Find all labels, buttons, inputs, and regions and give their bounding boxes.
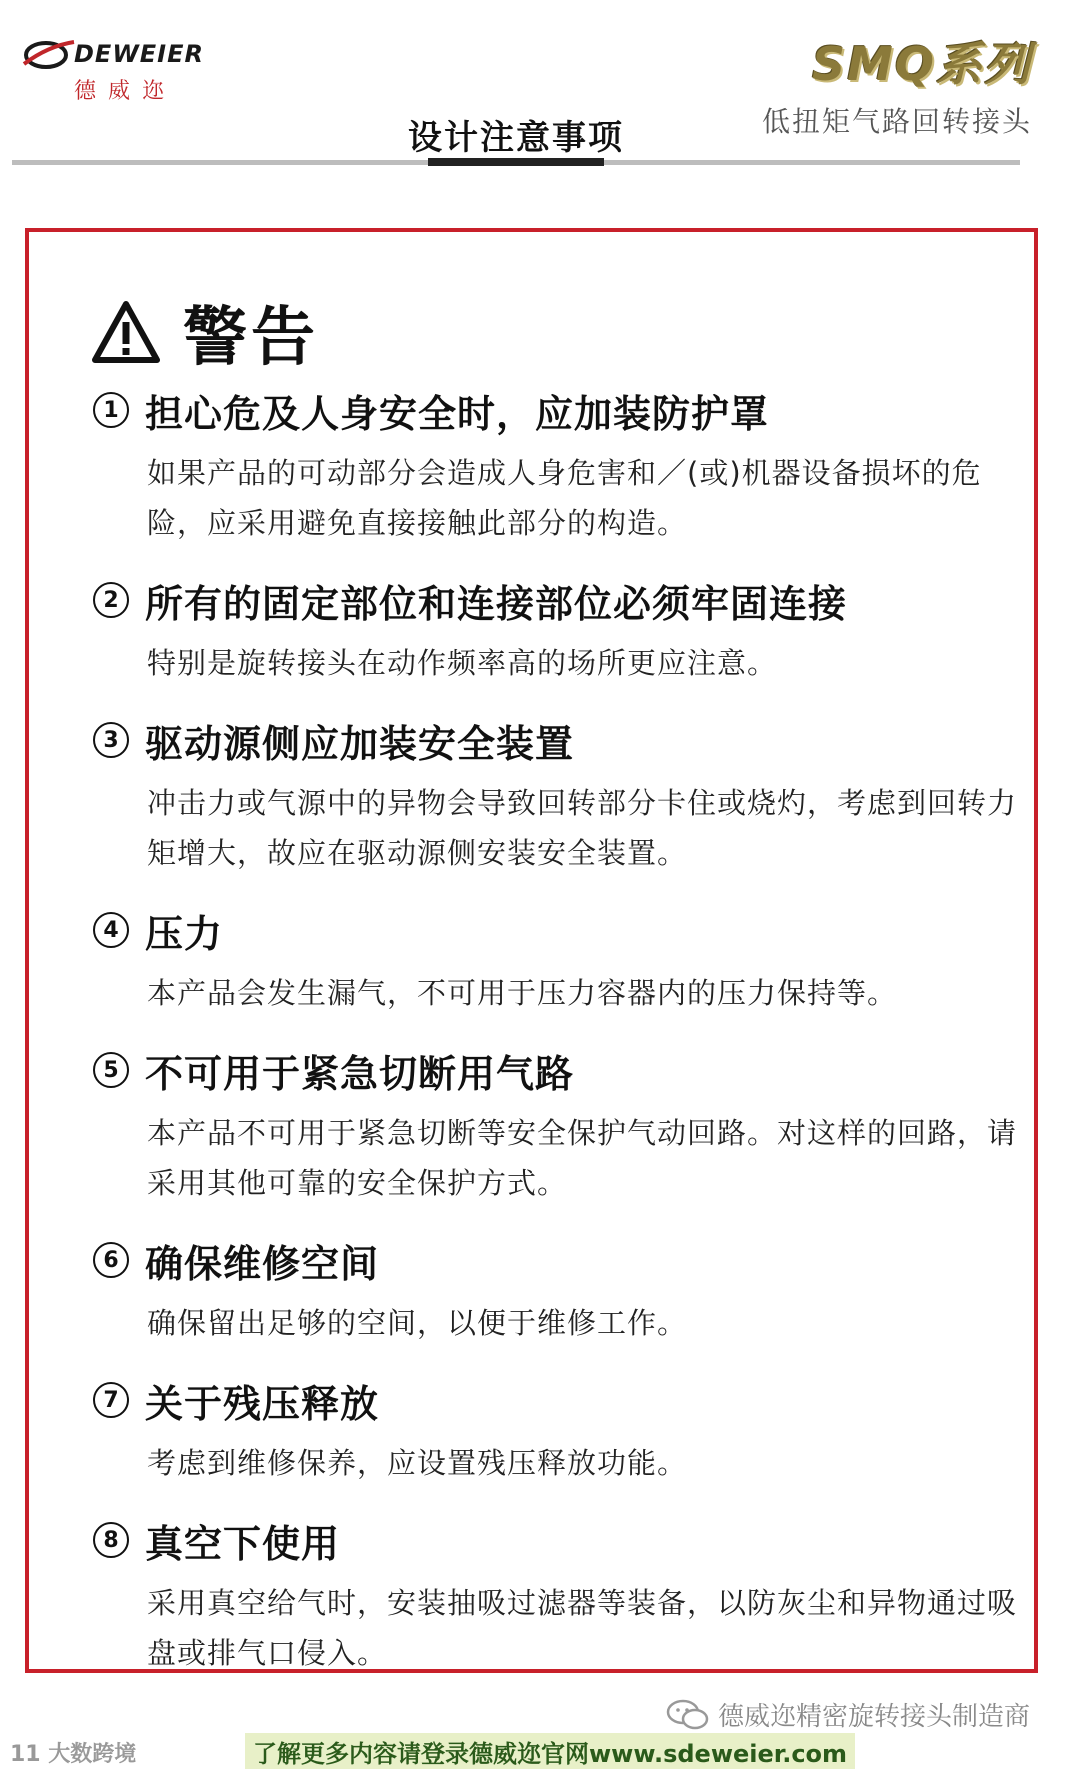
item-description: 特别是旋转接头在动作频率高的场所更应注意。 xyxy=(147,646,778,680)
wechat-icon xyxy=(666,1698,710,1732)
logo-swoosh-icon xyxy=(22,38,76,72)
series-subtitle: 低扭矩气路回转接头 xyxy=(761,105,1032,138)
item-number: 5 xyxy=(93,1052,129,1088)
item-title: 真空下使用 xyxy=(145,1521,341,1566)
website-link[interactable]: 了解更多内容请登录德威迩官网www.sdeweier.com xyxy=(245,1733,855,1769)
company-logo xyxy=(18,34,218,104)
item-number: 7 xyxy=(93,1382,129,1418)
item-title: 驱动源侧应加装安全装置 xyxy=(145,721,575,766)
warning-triangle-icon xyxy=(91,300,161,364)
warning-item xyxy=(93,572,1023,688)
warning-item xyxy=(93,382,1023,548)
series-block xyxy=(762,28,1032,140)
item-number: 4 xyxy=(93,912,129,948)
header-divider-accent xyxy=(428,158,604,166)
warning-header xyxy=(91,292,319,375)
item-description: 考虑到维修保养，应设置残压释放功能。 xyxy=(147,1446,688,1480)
item-description: 本产品不可用于紧急切断等安全保护气动回路。对这样的回路，请采用其他可靠的安全保护方式。 xyxy=(147,1116,1018,1200)
series-title: SMQ系列 xyxy=(811,37,1032,91)
section-title: 设计注意事项 xyxy=(408,118,624,158)
item-title: 关于残压释放 xyxy=(145,1381,380,1426)
item-title: 确保维修空间 xyxy=(145,1241,380,1286)
warning-item xyxy=(93,902,1023,1018)
warning-title: 警告 xyxy=(183,301,319,375)
item-title: 所有的固定部位和连接部位必须牢固连接 xyxy=(145,581,848,626)
item-description: 冲击力或气源中的异物会导致回转部分卡住或烧灼，考虑到回转力矩增大，故应在驱动源侧安装安全装置。 xyxy=(147,786,1018,870)
item-number: 1 xyxy=(93,392,129,428)
item-description: 本产品会发生漏气，不可用于压力容器内的压力保持等。 xyxy=(147,976,898,1010)
warning-item xyxy=(93,1042,1023,1208)
item-description: 如果产品的可动部分会造成人身危害和／(或)机器设备损坏的危险，应采用避免直接接触此部分的构造。 xyxy=(147,456,982,540)
item-number: 6 xyxy=(93,1242,129,1278)
item-title: 不可用于紧急切断用气路 xyxy=(145,1051,575,1096)
warning-item xyxy=(93,712,1023,878)
item-title: 压力 xyxy=(145,911,224,956)
logo-text-cn: 德威迩 xyxy=(74,79,177,104)
warning-item xyxy=(93,1232,1023,1348)
item-description: 确保留出足够的空间，以便于维修工作。 xyxy=(147,1306,688,1340)
footer-brand-text: 德威迩精密旋转接头制造商 xyxy=(717,1702,1030,1732)
logo-text-en: DEWEIER xyxy=(74,40,204,68)
footer-brand xyxy=(666,1696,1030,1733)
warning-panel xyxy=(25,228,1038,1673)
footer-watermark: 11 大数跨境 xyxy=(10,1742,137,1767)
item-title: 担心危及人身安全时，应加装防护罩 xyxy=(145,391,770,436)
warning-item xyxy=(93,1372,1023,1488)
item-description: 采用真空给气时，安装抽吸过滤器等装备，以防灰尘和异物通过吸盘或排气口侵入。 xyxy=(147,1586,1018,1670)
warning-item xyxy=(93,1512,1023,1678)
item-number: 2 xyxy=(93,582,129,618)
item-number: 3 xyxy=(93,722,129,758)
item-number: 8 xyxy=(93,1522,129,1558)
warning-list xyxy=(93,382,1023,1702)
